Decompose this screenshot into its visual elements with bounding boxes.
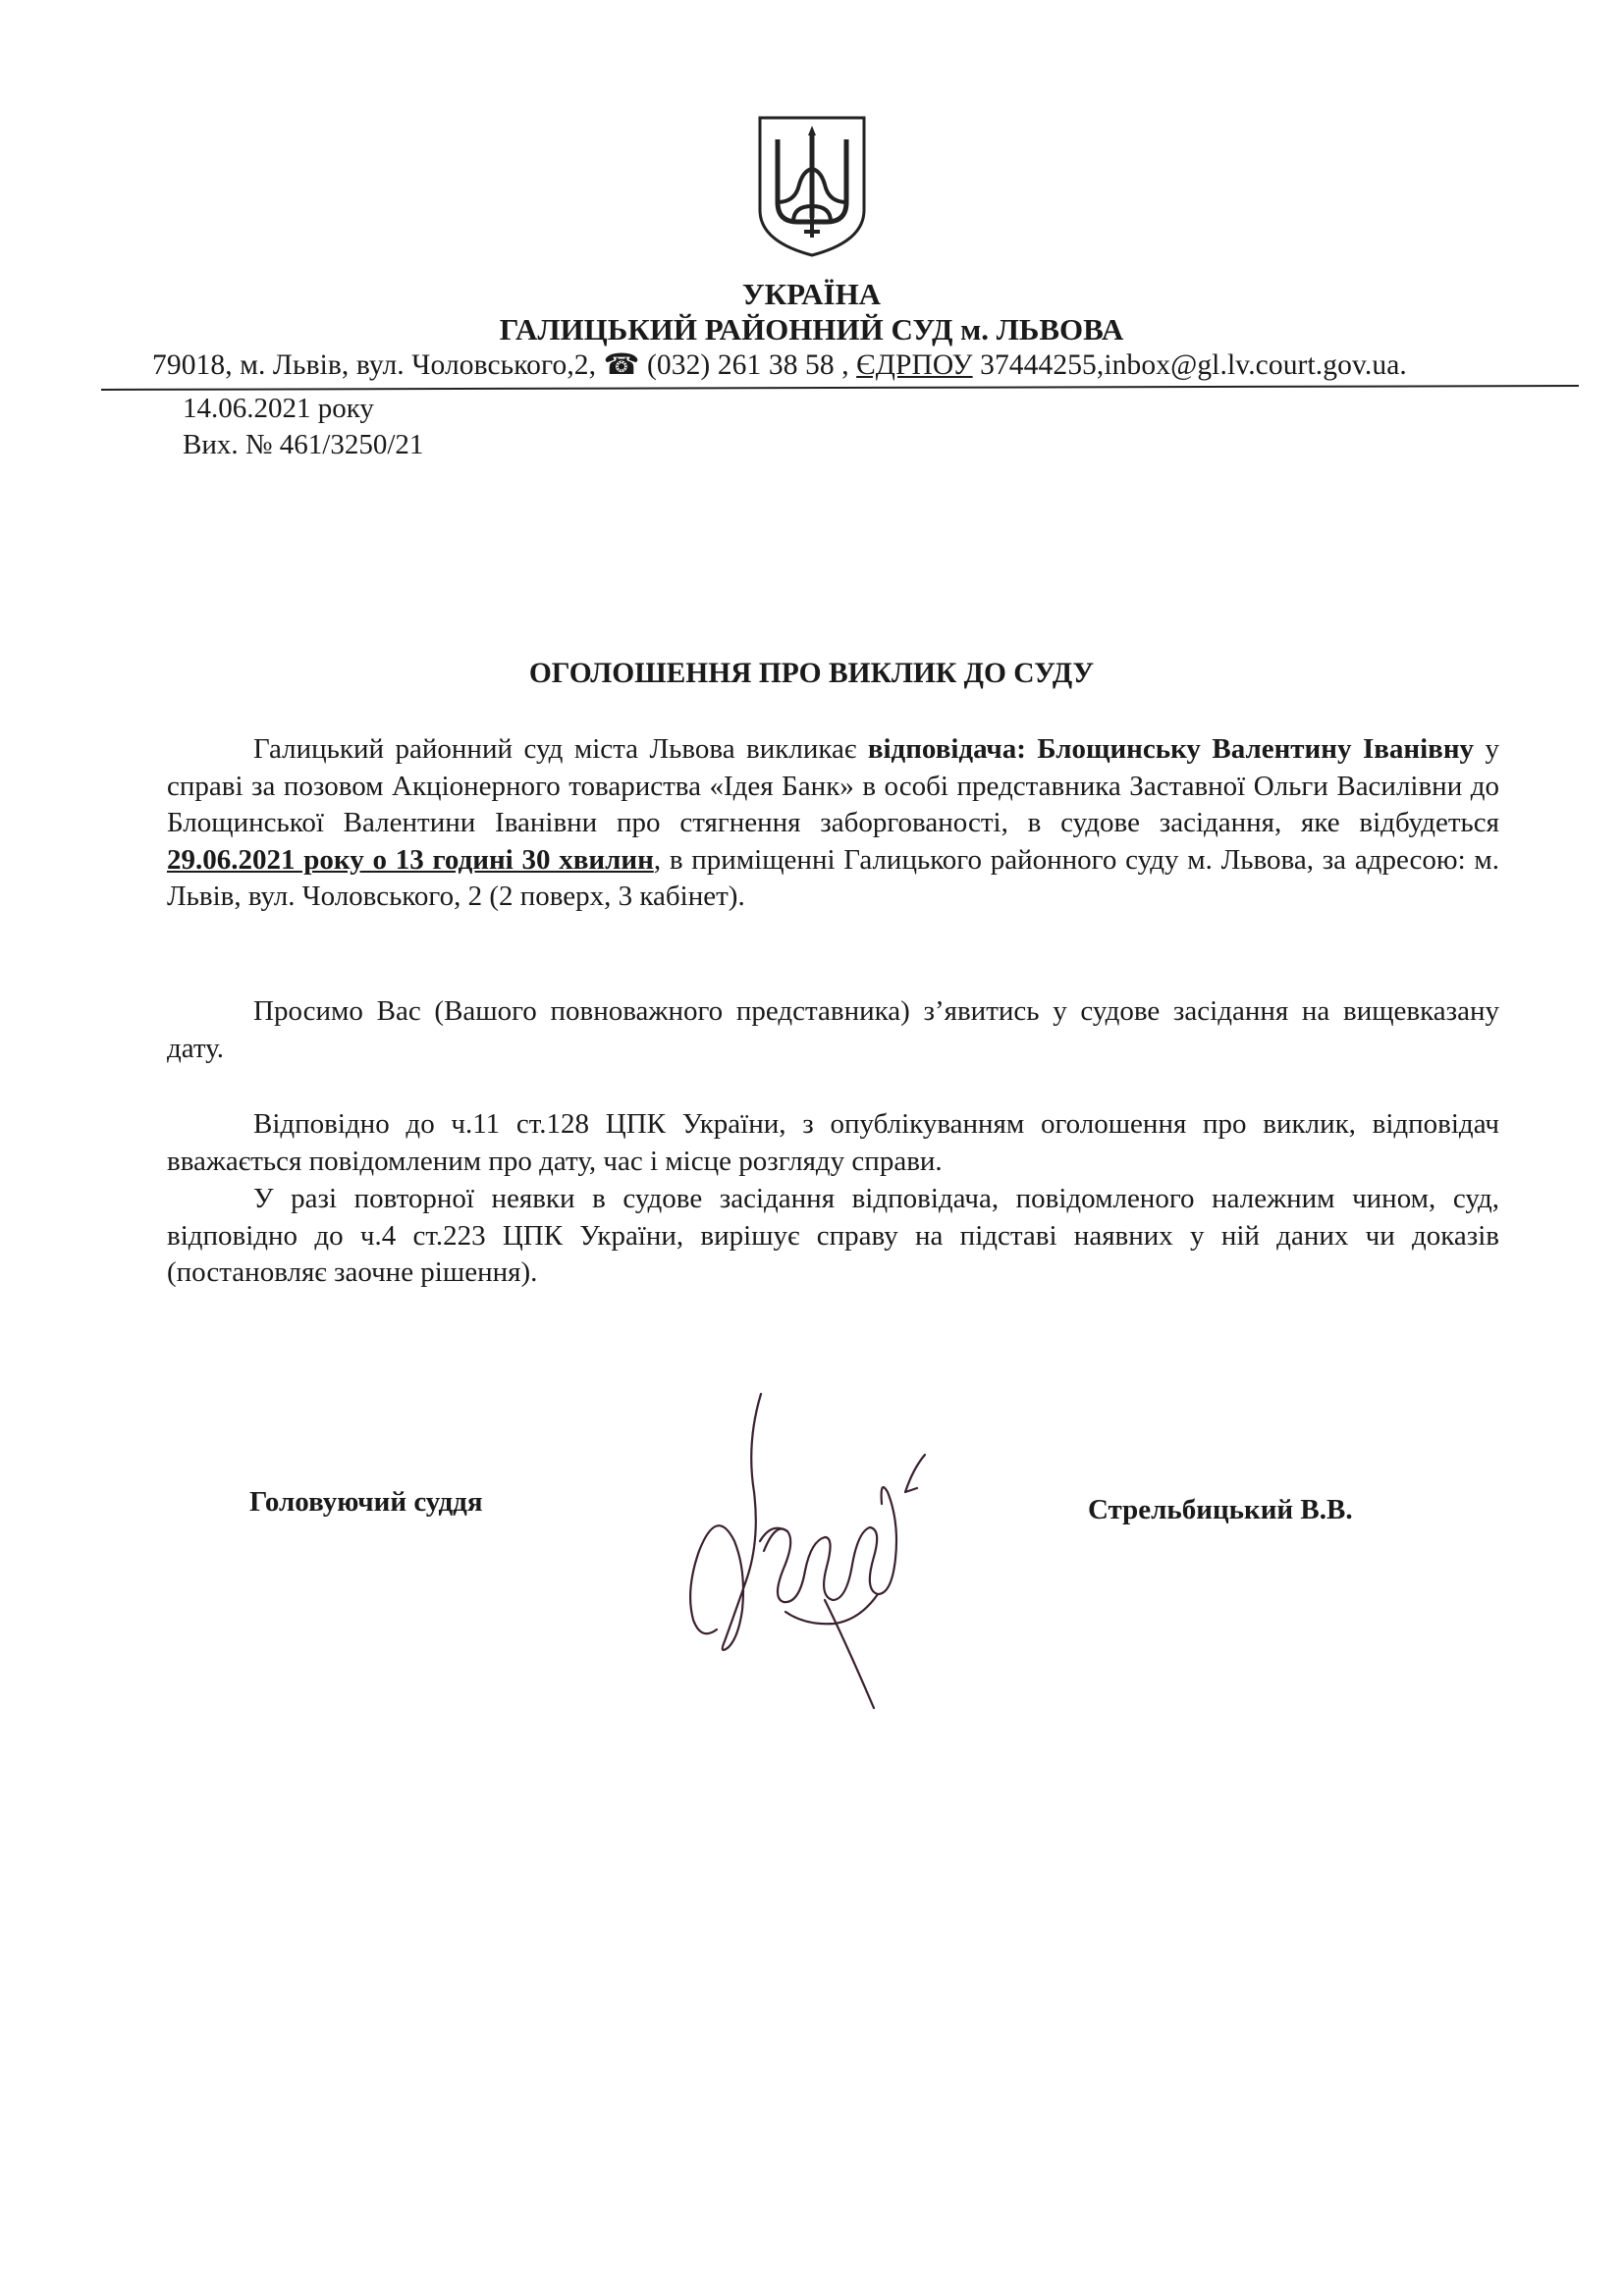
notice-paragraph-request: Просимо Вас (Вашого повноважного представника) з’явитись у судове засідання на вищевказану дату.	[167, 995, 1499, 1064]
notice-paragraph-default: У разі повторної неявки в судове засідання відповідача, повідомленого належним чином, суд, відповідно до ч.4 ст.223 ЦПК України, вирішує справу на підставі наявних у ній даних чи доказів (постановляє заочне рішення).	[167, 1183, 1499, 1288]
handwritten-signature	[677, 1384, 952, 1718]
outgoing-number: Вих. № 461/3250/21	[183, 429, 424, 460]
p1-intro: Галицький районний суд міста Львова викликає	[253, 733, 868, 765]
coat-of-arms-icon	[754, 112, 870, 259]
letter-date: 14.06.2021 року	[183, 393, 374, 424]
phone-icon: ☎	[603, 349, 640, 381]
p1-location: , в приміщенні Галицького районного суду м. Львова, за адресою: м. Львів, вул. Чоловського, 2 (2 поверх, 3 кабінет).	[167, 843, 1499, 912]
court-name-heading: ГАЛИЦЬКИЙ РАЙОННИЙ СУД м. ЛЬВОВА	[499, 312, 1124, 347]
header-divider	[101, 385, 1579, 391]
p1-case: у справі за позовом Акціонерного товариства «Ідея Банк» в особі представника Заставної Ольги Василівни до Блощинської Валентини Іванівни про стягнення заборгованості, в судове засідання, яке відбудеться	[167, 733, 1500, 838]
country-heading: УКРАЇНА	[741, 277, 882, 311]
defendant-name: відповідача: Блощинську Валентину Іванівну	[867, 733, 1475, 765]
edrpou-label: ЄДРПОУ	[856, 349, 973, 381]
notice-title: ОГОЛОШЕННЯ ПРО ВИКЛИК ДО СУДУ	[528, 658, 1095, 689]
judge-role: Головуючий суддя	[249, 1486, 483, 1518]
judge-name: Стрельбицький В.В.	[1088, 1494, 1353, 1525]
court-address: 79018, м. Львів, вул. Чоловського,2,	[152, 349, 597, 381]
edrpou-code-email: 37444255,inbox@gl.lv.court.gov.ua.	[972, 349, 1407, 381]
court-contacts	[152, 347, 1407, 382]
court-phone: (032) 261 38 58 ,	[639, 349, 849, 381]
hearing-datetime: 29.06.2021 року о 13 годині 30 хвилин	[167, 843, 654, 876]
notice-paragraph-notified: Відповідно до ч.11 ст.128 ЦПК України, з опублікуванням оголошення про виклик, відповідач вважається повідомленим про дату, час і місце розгляду справи.	[167, 1108, 1499, 1177]
notice-paragraph-summons	[167, 731, 1499, 916]
